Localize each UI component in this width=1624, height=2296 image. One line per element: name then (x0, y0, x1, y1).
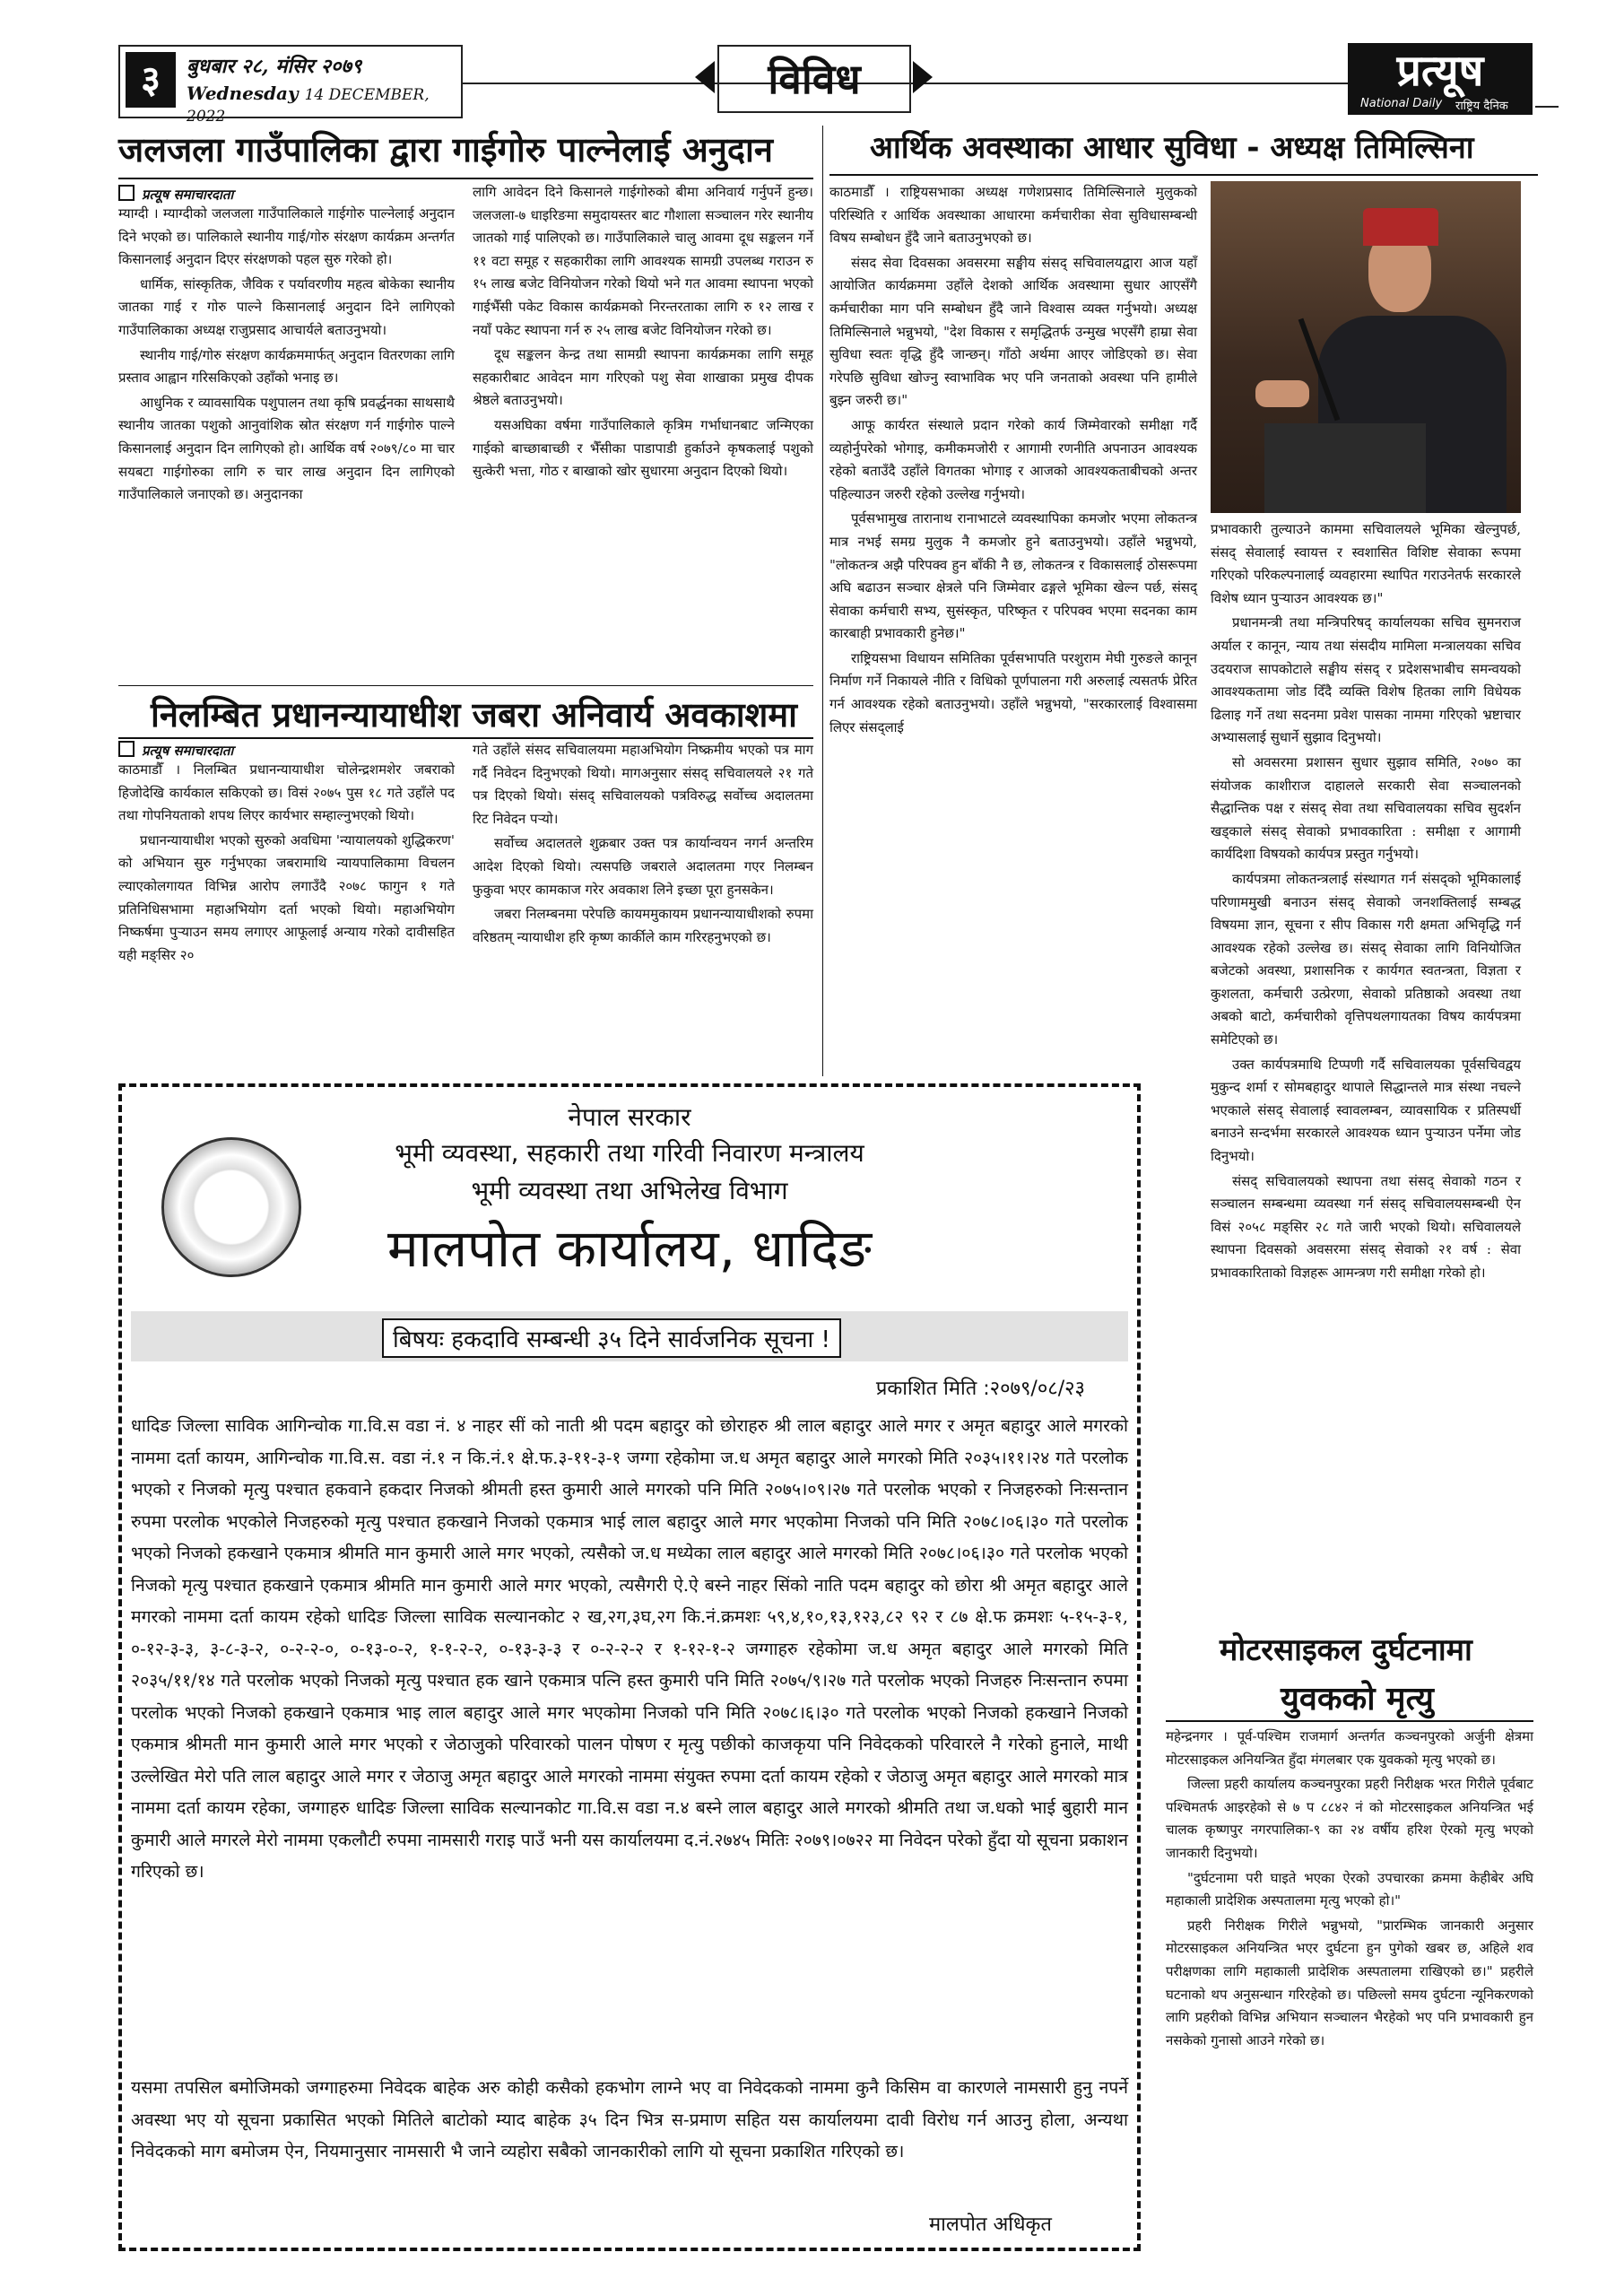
byline-box-icon (118, 741, 135, 757)
paragraph: यसअघिका वर्षमा गाउँपालिकाले कृत्रिम गर्भाधानबाट जन्मिएका गाईको बाच्छाबाच्छी र भैँसीका पाडापाडी हुर्काउने कृषकलाई पशुको सुत्केरी भत्ता, गोठ र बाखाको खोर सुधारमा अनुदान दिएको थियो। (473, 416, 813, 480)
article2-byline (118, 741, 233, 760)
notice-department: भूमी व्यवस्था तथा अभिलेख विभाग (471, 1176, 788, 1205)
logo-title: प्रत्यूष (1396, 46, 1484, 96)
paragraph: जिल्ला प्रहरी कार्यालय कञ्चनपुरका प्रहरी निरीक्षक भरत गिरीले पूर्वबाट पश्चिमतर्फ आइरहेको से ७ प ८८४२ नं को मोटरसाइकल अनियन्त्रित भई चालक कृष्णपुर नगरपालिका-९ का २४ वर्षीय हरिश ऐरको मृत्यु भएको जानकारी दिनुभयो। (1166, 1776, 1533, 1861)
article1-headline: जलजला गाउँपालिका द्वारा गाईगोरु पाल्नेलाई अनुदान (118, 130, 773, 170)
article4-headline-line1: मोटरसाइकल दुर्घटनामा (1220, 1632, 1472, 1668)
paragraph: सो अवसरमा प्रशासन सुधार सुझाव समिति, २०७० का संयोजक काशीराज दाहालले सरकारी सेवा सञ्चालनको सैद्धान्तिक पक्ष र संसद् सेवा तथा सचिवालयका सचिव सुदर्शन खड्काले संसद् सेवाको प्रभावकारिता : समीक्षा र आगामी कार्यदिशा विषयको कार्यपत्र प्रस्तुत गर्नुभयो। (1211, 753, 1521, 863)
notice-signature: मालपोत अधिकृत (929, 2213, 1052, 2236)
paragraph: "दुर्घटनामा परी घाइते भएका ऐरको उपचारका क्रममा केहीबेर अघि महाकाली प्रादेशिक अस्पतालमा मृत्यु भएको हो।" (1166, 1869, 1533, 1909)
date-nepali: बुधबार २८, मंसिर २०७९ (187, 55, 362, 78)
column-divider (822, 126, 823, 1076)
paragraph: राष्ट्रियसभा विधायन समितिका पूर्वसभापति परशुराम मेघी गुरुङले कानून निर्माण गर्ने निकायले नीति र विधिको पूर्णपालना गरी अरुलाई त्यसतर्फ प्रेरित गर्न आवश्यक रहेको बताउनुभयो। उहाँले भन्नुभयो, "सरकारलाई विश्वासमा लिएर संसद्लाई (829, 649, 1197, 735)
date-english (187, 83, 461, 126)
byline-box-icon (118, 185, 135, 201)
page-number: ३ (126, 52, 176, 108)
article2-top-rule (118, 685, 813, 686)
byline-text: प्रत्यूष समाचारदाता (142, 187, 234, 203)
photo-podium (1264, 423, 1426, 513)
paragraph: प्रहरी निरीक्षक गिरीले भन्नुभयो, "प्रारम्भिक जानकारी अनुसार मोटरसाइकल अनियन्त्रित भएर दुर्घटना हुन पुगेको खबर छ, अहिले शव परीक्षणका लागि महाकाली प्रादेशिक अस्पतालमा राखिएको छ।" प्रहरीले घटनाको थप अनुसन्धान गरिरहेको छ। पछिल्लो समय दुर्घटना न्यूनिकरणको लागि प्रहरीको विभिन्न अभियान सञ्चालन भैरहेको भए पनि प्रभावकारी हुन नसकेको गुनासो आउने गरेको छ। (1166, 1917, 1533, 2048)
paragraph: काठमाडौँ । निलम्बित प्रधानन्यायाधीश चोलेन्द्रशमशेर जबराको हिजोदेखि कार्यकाल सकिएको छ। विसं २०७५ पुस १८ गते उहाँले पद तथा गोपनियताको शपथ लिएर कार्यभार सम्हाल्नुभएको थियो। (118, 761, 455, 824)
notice-ministry: भूमी व्यवस्था, सहकारी तथा गरिवी निवारण मन्त्रालय (395, 1138, 864, 1168)
nepal-emblem-icon (161, 1137, 301, 1277)
paragraph: आफू कार्यरत संस्थाले प्रदान गरेको कार्य जिम्मेवारको समीक्षा गर्दै व्यहोर्नुपरेको भोगाइ, कमीकमजोरी र आगामी रणनीति अपनाउन आवश्यक रहेको बताउँदै उहाँले विगतका भोगाइ र आजको आवश्यकताबीचको अन्तर पहिल्याउन जरुरी रहेको उल्लेख गर्नुभयो। (829, 416, 1197, 502)
public-notice (118, 1083, 1141, 2251)
article3-col2 (1211, 518, 1521, 1287)
paragraph: उक्त कार्यपत्रमाथि टिप्पणी गर्दै सचिवालयका पूर्वसचिवद्वय मुकुन्द शर्मा र सोमबहादुर थापाले सिद्धान्तले मात्र संस्था नचल्ने भएकाले संसद् सेवालाई स्वावलम्बन, व्यावसायिक र प्रतिस्पर्धी बनाउने सन्दर्भमा सरकारले आवश्यक ध्यान पुऱ्याउन पर्नेमा जोड दिनुभयो। (1211, 1056, 1521, 1165)
paragraph: प्रधानन्यायाधीश भएको सुरुको अवधिमा 'न्यायालयको शुद्धिकरण' को अभियान सुरु गर्नुभएका जबरामाथि न्यायपालिकामा विचलन ल्याएकोलगायत विभिन्न आरोप लगाउँदै २०७८ फागुन १ गते प्रतिनिधिसभामा महाअभियोग दर्ता भएको थियो। महाअभियोग निष्कर्षमा पुऱ्याउन समय लगाएर आफूलाई अन्याय गरेको दावीसहित यही मङ्सिर २० (118, 831, 455, 963)
notice-paragraph-1: धादिङ जिल्ला साविक आगिन्चोक गा.वि.स वडा नं. ४ नाहर सीं को नाती श्री पदम बहादुर को छोराहरु श्री लाल बहादुर आले मगर र अमृत बहादुर आले मगरको नाममा दर्ता कायम, आगिन्चोक गा.वि.स. वडा नं.१ न कि.नं.१ क्षे.फ.३-११-३-१ जग्गा रहेकोमा ज.ध अमृत बहादुर आले मगरको मिति २०३५।११।२४ गते परलोक भएको र निजको मृत्यु पश्चात हकवाने हकदार निजको श्रीमती हस्त कुमारी आले मगरको पनि मिति २०७५।०९।२७ गते परलोक भएको र निजहरुको निःसन्तान रुपमा परलोक भएकोले निजहरुको मृत्यु पश्चात हकखाने निजको एकमात्र भाई लाल बहादुर आले मगर भएकोमा निजको पनि मिति २०७८।०६।३० गते परलोक भएको निजको हकखाने एकमात्र श्रीमति मान कुमारी आले मगर भएको, त्यसैको ज.ध मध्येका लाल बहादुर आले मगरको मिति २०७८।०६।३० गते परलोक भएको निजको मृत्यु पश्चात हकखाने एकमात्र श्रीमति मान कुमारी आले मगर भएको, त्यसैगरी ऐ.ऐ बस्ने नाहर सिंको नाति पदम बहादुर को छोरा श्री अमृत बहादुर आले मगरको नाममा दर्ता कायम रहेको धादिङ जिल्ला साविक सल्यानकोट २ ख,२ग,३घ,२ग कि.नं.क्रमशः ५९,४,१०,१३,१२३,८२ ९२ र ८७ क्षे.फ क्रमशः ५-१५-३-१, ०-१२-३-३, ३-८-३-२, ०-२-२-०, ०-१३-०-२, १-१-२-२, ०-१३-३-३ र ०-२-२-२ र १-१२-१-२ जग्गाहरु रहेकोमा ज.ध अमृत बहादुर आले मगरको मिति २०३५/११/१४ गते परलोक भएको निजको मृत्यु पश्चात हक खाने एकमात्र पत्नि हस्त कुमारी पनि मिति २०७५/९।२७ गते परलोक भएको निजहरु निःसन्तान रुपमा परलोक भएको निजको हकखाने एकमात्र भाइ लाल बहादुर आले मगर भएकोमा निजको पनि मिति २०७८।६।३० गते परलोक भएको निजको हकखाने निजको एकमात्र श्रीमती मान कुमारी आले मगर भएको र जेठाजुको परिवारको पालन पोषण र मृत्यु पछीको काजकृया पनि निवेदकको परिवारले नै गरेको हुनाले, माथी उल्लेखित मेरो पति लाल बहादुर आले मगर र जेठाजु अमृत बहादुर आले मगरको नाममा संयुक्त रुपमा दर्ता कायम रहेको र जेठाजु अमृत बहादुर आले मगरको मात्र नाममा दर्ता कायम रहेका, जग्गाहरु धादिङ जिल्ला साविक सल्यानकोट गा.वि.स वडा न.४ बस्ने लाल बहादुर आले मगरको श्रीमति तथा ज.धको भाई बुहारी मान कुमारी आले मगरले मेरो नाममा एकलौटी रुपमा नामसारी गराइ पाउँ भनी यस कार्यालयमा द.नं.२७४५ मितिः २०७९।०७२२ मा निवेदन परेको हुँदा यो सूचना प्रकाशन गरिएको छ। (131, 1415, 1128, 1882)
notice-published-date: प्रकाशित मिति :२०७९/०८/२३ (875, 1378, 1085, 1400)
article4-headline-line2: युवकको मृत्यु (1281, 1681, 1434, 1718)
notice-gov: नेपाल सरकार (568, 1102, 691, 1132)
notice-office: मालपोत कार्यालय, धादिङ (386, 1218, 873, 1279)
paragraph: प्रभावकारी तुल्याउने काममा सचिवालयले भूमिका खेल्नुपर्छ, संसद् सेवालाई स्वायत्त र स्वशासित विशिष्ट सेवाका रूपमा गरिएको परिकल्पनालाई व्यवहारमा स्थापित गराउनेतर्फ सरकारले विशेष ध्यान पुऱ्याउन आवश्यक छ।" (1211, 521, 1521, 606)
article2-col1 (118, 759, 455, 969)
notice-paragraph-2: यसमा तपसिल बमोजिमको जग्गाहरुमा निवेदक बाहेक अरु कोही कसैको हकभोग लाग्ने भए वा निवेदकको नाममा कुनै किसिम वा कारणले नामसारी हुनु नपर्ने अवस्था भए यो सूचना प्रकासित भएको मितिले बाटोको म्याद बाहेक ३५ दिन भित्र स-प्रमाण सहित यस कार्यालयमा दावी विरोध गर्न आउनु होला, अन्यथा निवेदकको माग बमोजम ऐन, नियमानुसार नामसारी भै जाने व्यहोरा सबैको जानकारीको लागि यो सूचना प्रकाशित गरिएको छ। (131, 2077, 1128, 2161)
article2-col2 (473, 739, 813, 951)
notice-subject: बिषयः हकदावि सम्बन्धी ३५ दिने सार्वजनिक सूचना ! (382, 1318, 841, 1358)
date-english-rest: 14 DECEMBER, 2022 (187, 86, 430, 126)
article1-byline (118, 185, 233, 204)
article2-headline: निलम्बित प्रधानन्यायाधीश जबरा अनिवार्य अवकाशमा (151, 695, 797, 735)
right-arrow-icon (913, 61, 933, 93)
paragraph: काठमाडौँ । राष्ट्रियसभाका अध्यक्ष गणेशप्रसाद तिमिल्सिनाले मुलुकको परिस्थिति र आर्थिक अवस्थाका आधारमा कर्मचारीका सेवा सुविधासम्बन्धी विषय सम्बोधन हुँदै जाने बताउनुभएको छ। (829, 184, 1197, 247)
left-arrow-icon (695, 61, 715, 93)
paragraph: महेन्द्रनगर । पूर्व-पश्चिम राजमार्ग अन्तर्गत कञ्चनपुरको अर्जुनी क्षेत्रमा मोटरसाइकल अनियन्त्रित हुँदा मंगलबार एक युवकको मृत्यु भएको छ। (1166, 1728, 1533, 1768)
speaker-photo (1211, 181, 1521, 513)
byline-text: प्रत्यूष समाचारदाता (142, 743, 234, 759)
section-title: विविध (717, 45, 911, 113)
logo-subtitle-np: राष्ट्रिय दैनिक (1455, 100, 1508, 113)
photo-hand (1255, 380, 1309, 407)
paragraph: संसद सेवा दिवसका अवसरमा सङ्घीय संसद् सचिवालयद्वारा आज यहाँ आयोजित कार्यक्रममा उहाँले देशको आर्थिक अवस्थामा सुधार आएसँगै कर्मचारीका माग पनि सम्बोधन हुँदै जाने विश्वास व्यक्त गर्नुभयो। अध्यक्ष तिमिल्सिनाले भन्नुभयो, "देश विकास र समृद्धितर्फ उन्मुख भएसँगै हाम्रा सेवा सुविधा स्वतः वृद्धि हुँदै जान्छन्। गाँठो अर्थमा आएर जोडिएको छ। सेवा गरेपछि सुविधा खोज्नु स्वाभाविक भए पनि जनताको अवस्था पनि हामीले बुझ्न जरुरी छ।" (829, 254, 1197, 409)
paragraph: धार्मिक, सांस्कृतिक, जैविक र पर्यावरणीय महत्व बोकेका स्थानीय जातका गाई र गोरु पाल्ने किसानलाई अनुदान दिने लागिएको गाउँपालिकाका अध्यक्ष राजुप्रसाद आचार्यले बताउनुभयो। (118, 275, 455, 338)
article1-col1 (118, 203, 455, 509)
article3-col1 (829, 181, 1197, 741)
paragraph: प्रधानमन्त्री तथा मन्त्रिपरिषद् कार्यालयका सचिव सुमनराज अर्याल र कानून, न्याय तथा संसदीय मामिला मन्त्रालयका सचिव उदयराज सापकोटाले सङ्घीय संसद् र प्रदेशसभाबीच समन्वयको आवश्यकतामा जोड दिँदै व्यक्ति विशेष हितका लागि विधेयक ढिलाइ गर्ने तथा सदनमा प्रवेश पासका नाममा गरिएको भ्रष्टाचार अभ्यासलाई सुधार्ने सुझाव दिनुभयो। (1211, 614, 1521, 746)
date-english-day: Wednesday (187, 83, 299, 104)
article1-col2 (473, 181, 813, 485)
paragraph: जबरा निलम्बनमा परेपछि कायममुकायम प्रधानन्यायाधीशको रुपमा वरिष्ठतम् न्यायाधीश हरि कृष्ण कार्कीले काम गरिरहनुभएको छ। (473, 906, 813, 945)
article3-headline: आर्थिक अवस्थाका आधार सुविधा - अध्यक्ष तिमिल्सिना (870, 130, 1474, 166)
paragraph: पूर्वसभामुख तारानाथ रानाभाटले व्यवस्थापिका कमजोर भएमा लोकतन्त्र मात्र नभई समग्र मुलुक नै कमजोर हुने बताउनुभयो। उहाँले भन्नुभयो, "लोकतन्त्र अझै परिपक्व हुन बाँकी नै छ, लोकतन्त्र र विकासलाई ठोसरूपमा अघि बढाउन सञ्चार क्षेत्रले पनि जिम्मेवार ढङ्गले भूमिका खेल्न पर्छ, संसद् सेवाका कर्मचारी सभ्य, सुसंस्कृत, परिष्कृत र परिपक्व भएमा सदनका काम कारबाही प्रभावकारी हुनेछ।" (829, 510, 1197, 642)
logo-dash (1535, 106, 1559, 108)
header-date-box (118, 45, 463, 126)
notice-subject-bar (131, 1311, 1128, 1361)
article1-rule (118, 178, 813, 179)
article4-body (1166, 1726, 1533, 2054)
paragraph: म्याग्दी । म्याग्दीको जलजला गाउँपालिकाले गाईगोरु पाल्नेलाई अनुदान दिने भएको छ। पालिकाले स्थानीय गाई/गोरु संरक्षण कार्यक्रम अन्तर्गत किसानलाई अनुदान दिएर संरक्षणको पहल सुरु गरेको हो। (118, 205, 455, 268)
paragraph: आधुनिक र व्यावसायिक पशुपालन तथा कृषि प्रवर्द्धनका साथसाथै स्थानीय जातका पशुको आनुवांशिक स्रोत संरक्षण गर्न गाईगोरु पाल्ने किसानलाई अनुदान दिन लागिएको हो। आर्थिक वर्ष २०७९/८० मा चार सयबटा गाईगोरुका लागि रु चार लाख अनुदान दिन लागिएको गाउँपालिकाले जनाएको छ। अनुदानका (118, 394, 455, 503)
article4-rule (1166, 1720, 1533, 1722)
paragraph: लागि आवेदन दिने किसानले गाईगोरुको बीमा अनिवार्य गर्नुपर्ने हुन्छ। जलजला-७ धाइरिङमा समुदायस्तर बाट गौशाला सञ्चालन गरेर स्थानीय जातको गाई पालिएको छ। गाउँपालिकाले चालु आवमा दूध सङ्कलन गर्ने ११ वटा समूह र सहकारीका लागि आवश्यक सामग्री उपलब्ध गराउन रु १५ लाख बजेट विनियोजन गरेको थियो भने गत आवमा स्थापना भएको गाईभैँसी पकेट विकास कार्यक्रमको निरन्तरताका लागि रु १२ लाख र नयाँ पकेट स्थापना गर्न रु २५ लाख बजेट विनियोजन गरेको छ। (473, 184, 813, 338)
paragraph: गते उहाँले संसद सचिवालयमा महाअभियोग निष्क्रमीय भएको पत्र माग गर्दै निवेदन दिनुभएको थियो। मागअनुसार संसद् सचिवालयले २१ गते पत्र दिएको थियो। संसद् सचिवालयको पत्रविरुद्ध सर्वोच्च अदालतमा रिट निवेदन पऱ्यो। (473, 742, 813, 827)
paragraph: स्थानीय गाई/गोरु संरक्षण कार्यक्रममार्फत् अनुदान वितरणका लागि प्रस्ताव आह्वान गरिसकिएको उहाँको भनाइ छ। (118, 346, 455, 387)
paragraph: संसद् सचिवालयको स्थापना तथा संसद् सेवाको गठन र सञ्चालन सम्बन्धमा व्यवस्था गर्न संसद् सचिवालयसम्बन्धी ऐन विसं २०५८ मङ्सिर २८ गते जारी भएको थियो। सचिवालयले स्थापना दिवसको अवसरमा संसद् सेवाको २१ वर्ष : सेवा प्रभावकारिताको विज्ञहरू आमन्त्रण गरी समीक्षा गरेको हो। (1211, 1172, 1521, 1281)
logo-subtitle-en: National Daily (1360, 97, 1443, 110)
article3-rule (829, 174, 1538, 176)
newspaper-logo (1348, 43, 1533, 115)
photo-dhaka-topi (1363, 208, 1438, 246)
paragraph: सर्वोच्च अदालतले शुक्रबार उक्त पत्र कार्यान्वयन नगर्न अन्तरिम आदेश दिएको थियो। त्यसपछि जबराले अदालतमा गएर निलम्बन फुकुवा भएर कामकाज गरेर अवकाश लिने इच्छा पूरा हुनसकेन। (473, 835, 813, 898)
paragraph: दूध सङ्कलन केन्द्र तथा सामग्री स्थापना कार्यक्रमका लागि समूह सहकारीबाट आवेदन माग गरिएको पशु सेवा शाखाका प्रमुख दीपक श्रेष्ठले बताउनुभयो। (473, 346, 813, 409)
paragraph: कार्यपत्रमा लोकतन्त्रलाई संस्थागत गर्न संसद्को भूमिकालाई परिणाममुखी बनाउन संसद् सेवाको जनशक्तिलाई सम्बद्ध विषयमा ज्ञान, सूचना र सीप विकास गरी क्षमता अभिवृद्धि गर्न आवश्यक रहेको उल्लेख छ। संसद् सेवाका लागि विनियोजित बजेटको अवस्था, प्रशासनिक र कार्यगत स्वतन्त्रता, विज्ञता र कुशलता, कर्मचारी उत्प्रेरणा, सेवाको प्रतिष्ठाको अवस्था तथा अबको बाटो, कर्मचारीको वृत्तिपथलगायतका विषय कार्यपत्रमा समेटिएको छ। (1211, 870, 1521, 1048)
